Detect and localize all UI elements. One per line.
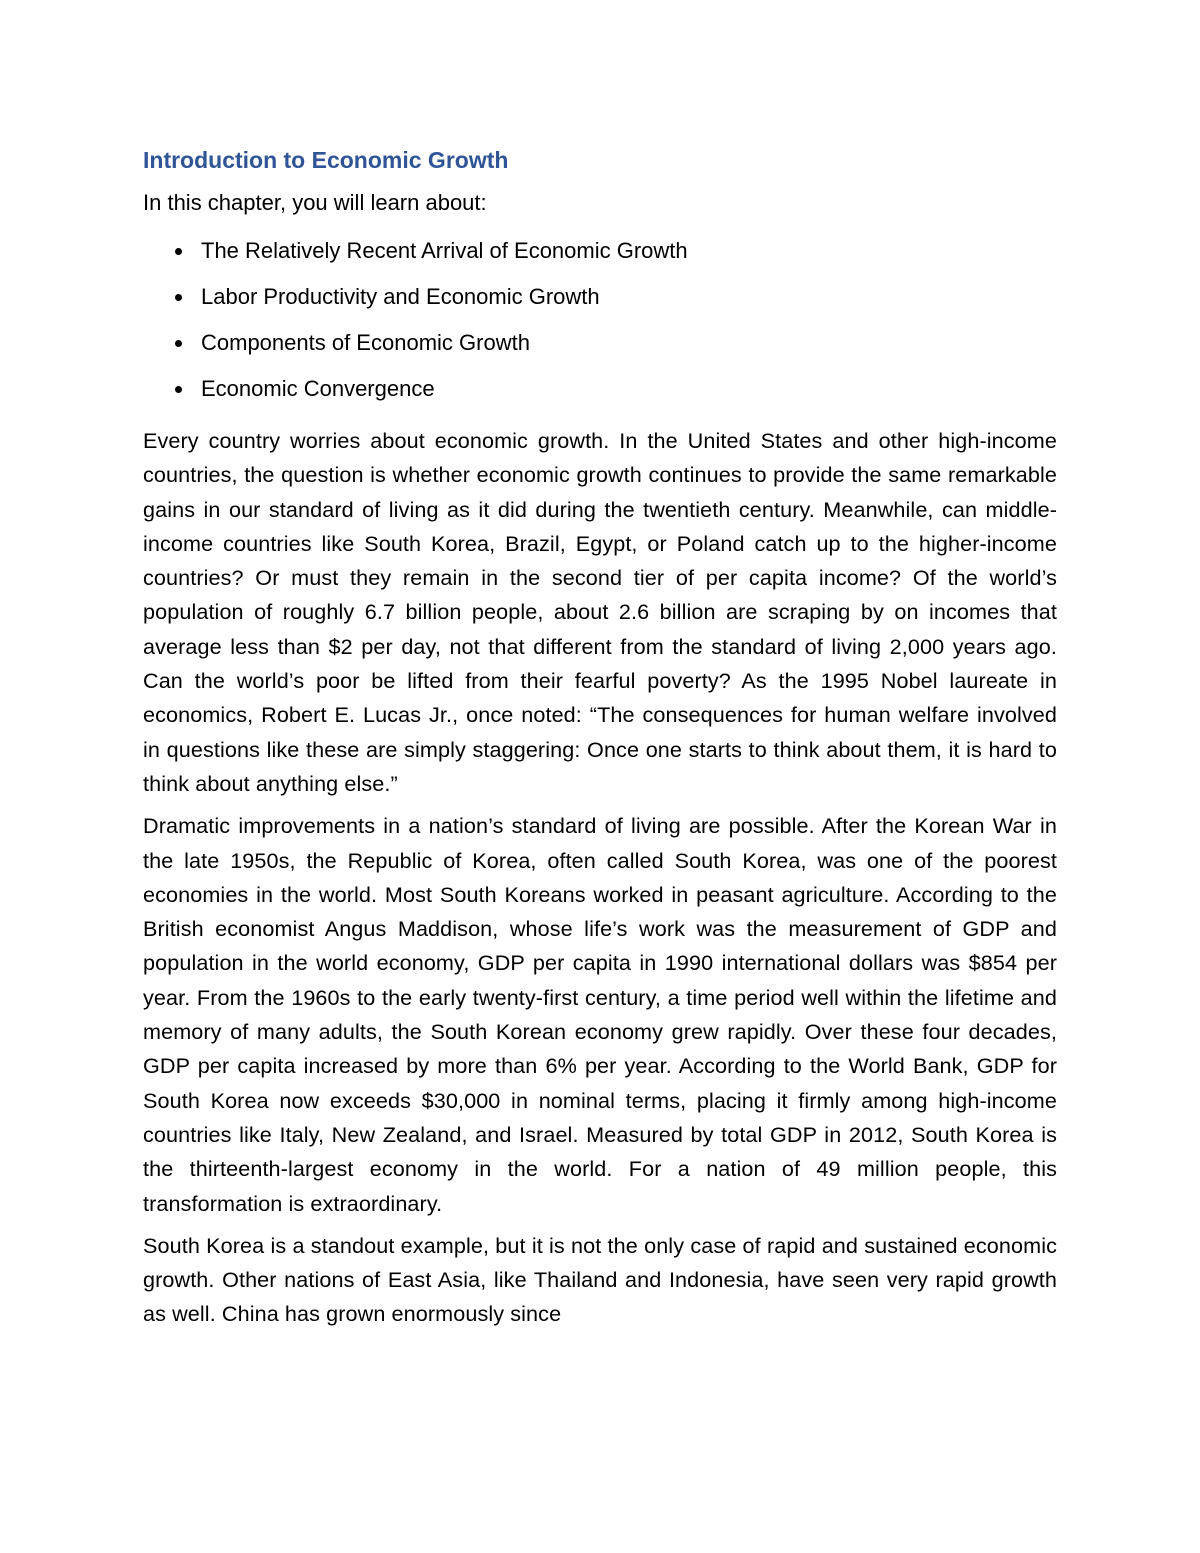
chapter-heading: Introduction to Economic Growth	[143, 147, 509, 173]
topic-label: Economic Convergence	[201, 376, 435, 401]
body-paragraph: South Korea is a standout example, but it is not the only case of rapid and sustained economic growth. Other nations of East Asia, like Thailand and Indonesia, have seen very rapid growth as well. China has grown enormously since	[143, 1232, 1057, 1327]
topic-list-item	[175, 228, 1057, 274]
bullet-icon	[175, 340, 182, 347]
topic-list-item	[175, 274, 1057, 320]
topic-label: The Relatively Recent Arrival of Economic Growth	[201, 238, 688, 263]
topic-label: Components of Economic Growth	[201, 330, 530, 355]
body-paragraph: Every country worries about economic growth. In the United States and other high-income countries, the question is whether economic growth continues to provide the same remarkable gains in our standard of living as it did during the twentieth century. Meanwhile, can middle-income countries like South Korea, Brazil, Egypt, or Poland catch up to the higher-income countries? Or must they remain in the second tier of per capita income? Of the world’s population of roughly 6.7 billion people, about 2.6 billion are scraping by on incomes that average less than $2 per day, not that different from the standard of living 2,000 years ago. Can the world’s poor be lifted from their fearful poverty? As the 1995 Nobel laureate in economics, Robert E. Lucas Jr., once noted: “The consequences for human welfare involved in questions like these are simply staggering: Once one starts to think about them, it is hard to think about anything else.”	[143, 428, 1057, 796]
intro-text: In this chapter, you will learn about:	[143, 190, 487, 215]
topics-list	[143, 228, 1057, 412]
body-paragraph: Dramatic improvements in a nation’s standard of living are possible. After the Korean War in the late 1950s, the Republic of Korea, often called South Korea, was one of the poorest economies in the world. Most South Koreans worked in peasant agriculture. According to the British economist Angus Maddison, whose life’s work was the measurement of GDP and population in the world economy, GDP per capita in 1990 international dollars was $854 per year. From the 1960s to the early twenty-first century, a time period well within the lifetime and memory of many adults, the South Korean economy grew rapidly. Over these four decades, GDP per capita increased by more than 6% per year. According to the World Bank, GDP for South Korea now exceeds $30,000 in nominal terms, placing it firmly among high-income countries like Italy, New Zealand, and Israel. Measured by total GDP in 2012, South Korea is the thirteenth-largest economy in the world. For a nation of 49 million people, this transformation is extraordinary.	[143, 813, 1057, 1216]
bullet-icon	[175, 386, 182, 393]
bullet-icon	[175, 294, 182, 301]
bullet-icon	[175, 248, 182, 255]
topic-label: Labor Productivity and Economic Growth	[201, 284, 600, 309]
topic-list-item	[175, 320, 1057, 366]
topic-list-item	[175, 366, 1057, 412]
document-page	[143, 140, 1057, 1340]
